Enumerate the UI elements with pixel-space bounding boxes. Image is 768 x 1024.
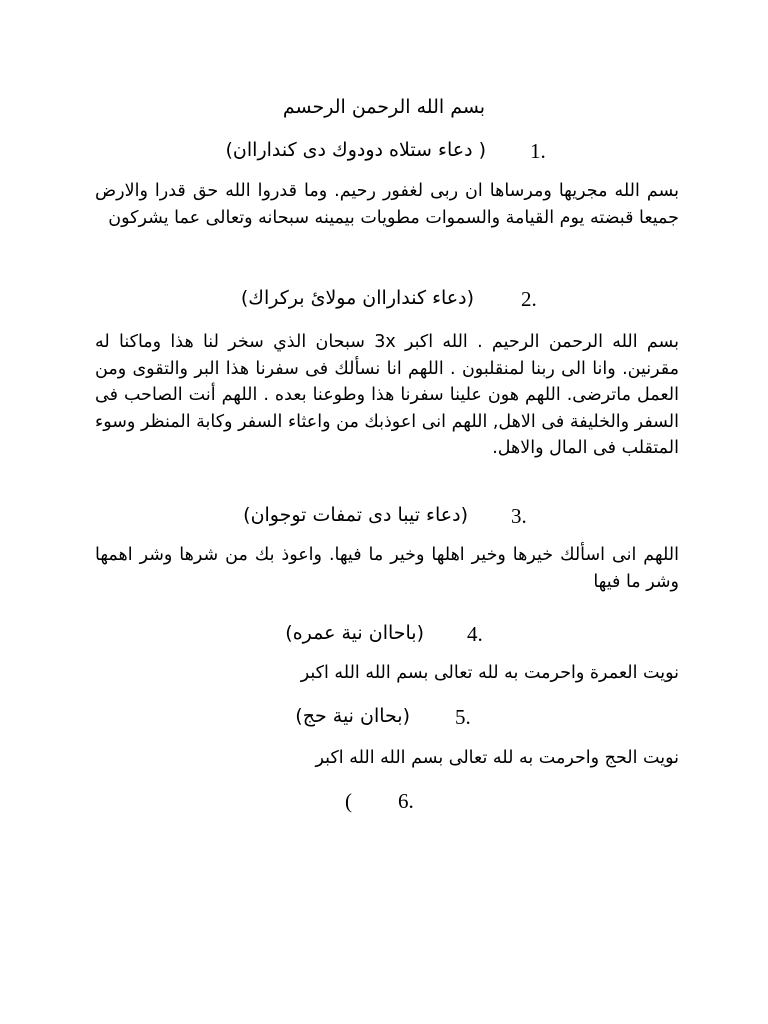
section-1-heading xyxy=(0,139,768,169)
section-1-heading-text: ( دعاء ستلاه دودوك دى كنداراان) xyxy=(225,139,486,161)
section-3-heading-text: (دعاء تيبا دى تمفات توجوان) xyxy=(243,504,468,526)
section-3-number: 3. xyxy=(511,504,527,528)
section-5-body: نويت الحج واحرمت به لله تعالى بسم الله الله اكبر xyxy=(315,748,679,768)
section-1-body: بسم الله مجريها ومرساها ان ربى لغفور رحيم. وما قدروا الله حق قدرا والارض جميعا قبضته يوم القيامة والسموات مطويات بيمينه سبحانه وتعالى عما يشركون xyxy=(95,181,679,228)
section-6-heading-text: ) xyxy=(345,789,352,813)
section-3-body: اللهم انى اسألك خيرها وخير اهلها وخير ما فيها. واعوذ بك من شرها وشر اهمها وشر ما فيها xyxy=(95,545,679,592)
section-1-number: 1. xyxy=(530,139,546,163)
section-6-number: 6. xyxy=(398,789,414,813)
section-4-number: 4. xyxy=(467,622,483,646)
section-2-heading xyxy=(0,287,768,317)
section-5-number: 5. xyxy=(455,705,471,729)
page-title: بسم الله الرحمن الرحسم xyxy=(282,96,486,118)
section-2-body: بسم الله الرحمن الرحيم . الله اكبر 3x سبحان الذي سخر لنا هذا وماكنا له مقرنين. وانا الى ربنا لمنقلبون . اللهم انا نسألك فى سفرنا هذا البر والتقوى ومن العمل ماترضى. اللهم هون علينا سفرنا هذا وطوعنا بعده . اللهم أنت الصاحب فى السفر والخليفة فى الاهل, اللهم انى اعوذبك من واعثاء السفر وكابة المنظر وسوء المتقلب فى المال والاهل. xyxy=(95,332,680,458)
section-4-body: نويت العمرة واحرمت به لله تعالى بسم الله الله اكبر xyxy=(300,663,679,683)
section-5-heading-text: (بحاان نية حج) xyxy=(295,705,410,727)
section-2-number: 2. xyxy=(521,287,537,311)
section-5-heading xyxy=(0,705,768,735)
section-3-heading xyxy=(0,504,768,534)
section-6-heading xyxy=(0,789,768,819)
section-4-heading-text: (باحاان نية عمره) xyxy=(285,622,424,644)
section-2-heading-text: (دعاء كنداراان مولائ بركراك) xyxy=(240,287,474,309)
section-4-heading xyxy=(0,622,768,652)
